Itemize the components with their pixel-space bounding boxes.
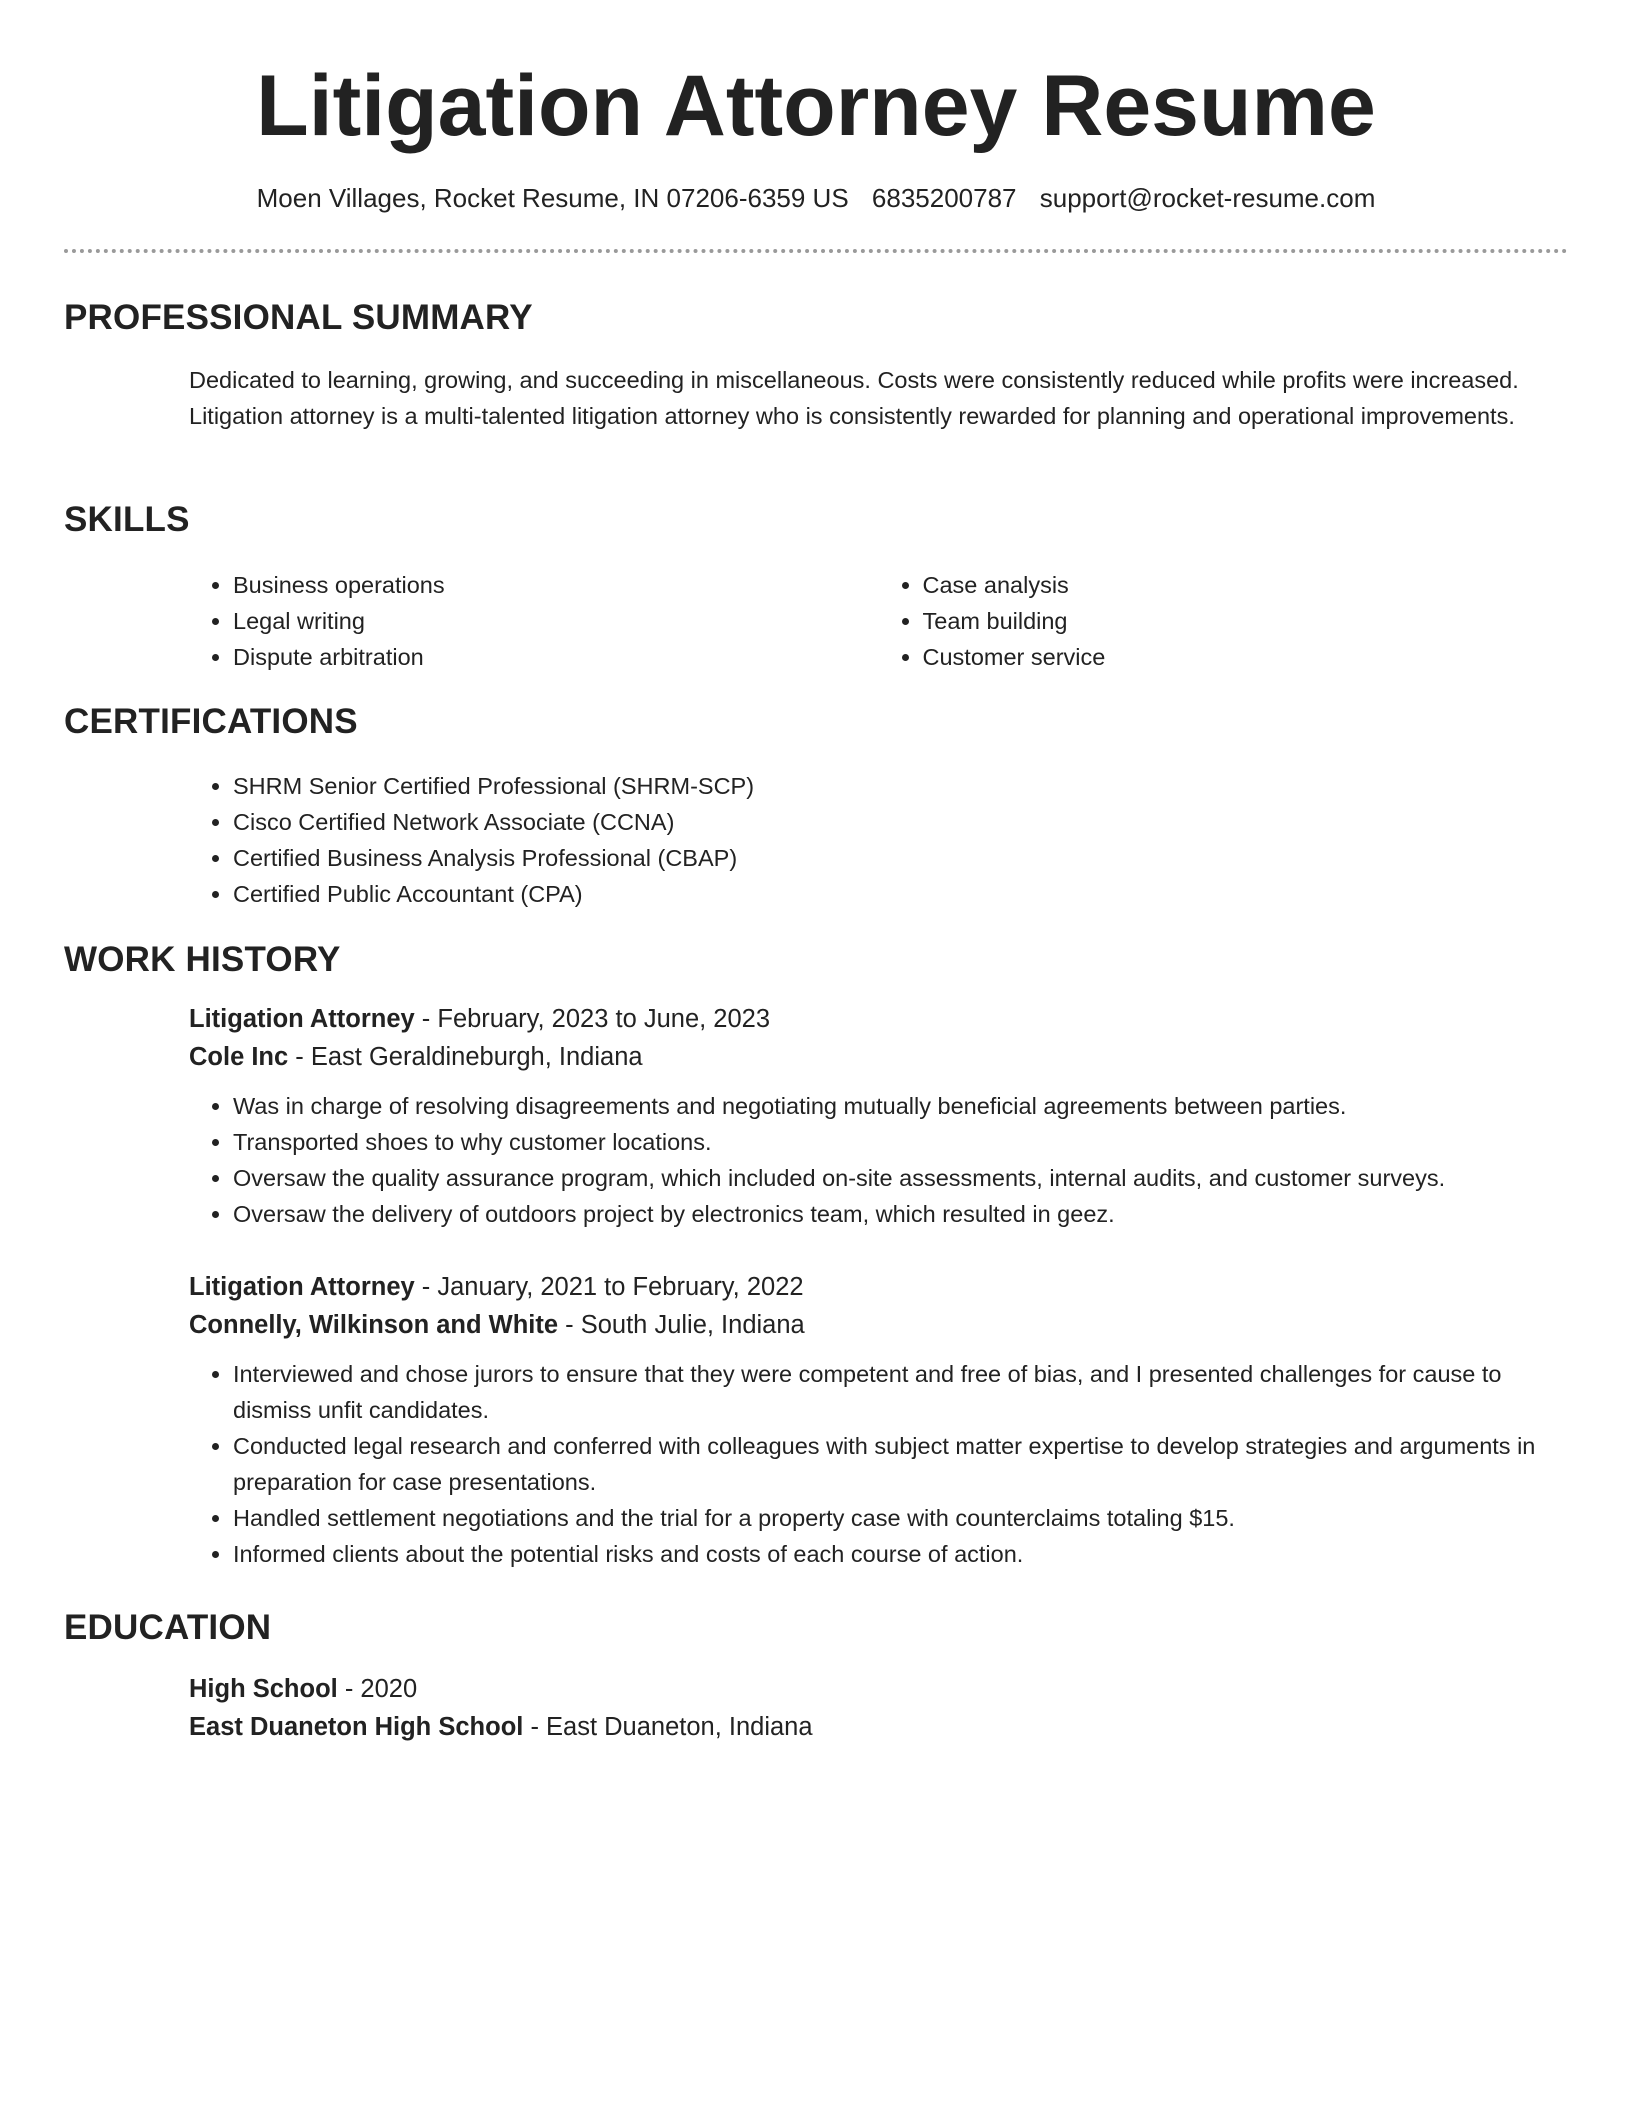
contact-phone: 6835200787 [871, 183, 1017, 213]
job-dates: - January, 2021 to February, 2022 [414, 1273, 804, 1301]
skill-item: • Case analysis [923, 567, 1569, 603]
job-company: Cole Inc [189, 1043, 289, 1071]
certification-item: • Certified Business Analysis Professional (CBAP) [233, 840, 1568, 876]
certification-item: • Cisco Certified Network Associate (CCNA) [233, 804, 1568, 840]
contact-address: Moen Villages, Rocket Resume, IN 07206-6359 US [256, 183, 849, 213]
job-entry [189, 1268, 1568, 1572]
education-degree-line [189, 1670, 1568, 1708]
job-company-line [189, 1038, 1568, 1076]
job-bullets [189, 1356, 1568, 1572]
job-company: Connelly, Wilkinson and White [189, 1311, 559, 1339]
job-company-line [189, 1306, 1568, 1344]
skill-item: • Business operations [233, 567, 879, 603]
certifications-heading: CERTIFICATIONS [64, 702, 358, 741]
skill-item: • Team building [923, 603, 1569, 639]
education-school-line [189, 1708, 1568, 1746]
education-location: - East Duaneton, Indiana [523, 1713, 813, 1741]
job-bullet: • Transported shoes to why customer locations. [233, 1124, 1568, 1160]
certification-item: • SHRM Senior Certified Professional (SHRM-SCP) [233, 768, 1568, 804]
skills-list [189, 567, 1568, 675]
skill-item: • Customer service [923, 639, 1569, 675]
job-bullet: • Interviewed and chose jurors to ensure that they were competent and free of bias, and I presented challenges for cause to dismiss unfit candidates. [233, 1356, 1568, 1428]
job-title: Litigation Attorney [189, 1005, 415, 1033]
job-bullet: • Handled settlement negotiations and the trial for a property case with counterclaims totaling $15. [233, 1500, 1568, 1536]
job-bullet: • Was in charge of resolving disagreements and negotiating mutually beneficial agreements between parties. [233, 1088, 1568, 1124]
job-bullets [189, 1088, 1568, 1232]
certification-item: • Certified Public Accountant (CPA) [233, 876, 1568, 912]
certifications-section [189, 768, 1568, 912]
certifications-list [189, 768, 1568, 912]
summary-section [189, 362, 1568, 434]
skill-item: • Legal writing [233, 603, 879, 639]
skills-heading: SKILLS [64, 500, 190, 539]
job-bullet: • Oversaw the quality assurance program, which included on-site assessments, internal audits, and customer surveys. [233, 1160, 1568, 1196]
skill-item: • Dispute arbitration [233, 639, 879, 675]
work-history-heading: WORK HISTORY [64, 940, 341, 979]
contact-email: support@rocket-resume.com [1039, 183, 1376, 213]
job-bullet: • Informed clients about the potential risks and costs of each course of action. [233, 1536, 1568, 1572]
header-divider [64, 249, 1568, 253]
job-bullet: • Conducted legal research and conferred with colleagues with subject matter expertise to develop strategies and arguments in preparation for case presentations. [233, 1428, 1568, 1500]
job-bullet: • Oversaw the delivery of outdoors project by electronics team, which resulted in geez. [233, 1196, 1568, 1232]
skills-column-left [189, 567, 879, 675]
job-title-line [189, 1268, 1568, 1306]
job-location: - East Geraldineburgh, Indiana [288, 1043, 643, 1071]
education-entry [189, 1670, 1568, 1746]
job-entry [189, 1000, 1568, 1232]
skills-column-right [879, 567, 1569, 675]
education-year: - 2020 [337, 1675, 418, 1703]
summary-heading: PROFESSIONAL SUMMARY [64, 298, 533, 337]
job-location: - South Julie, Indiana [558, 1311, 805, 1339]
job-dates: - February, 2023 to June, 2023 [414, 1005, 771, 1033]
education-school: East Duaneton High School [189, 1713, 524, 1741]
job-title-line [189, 1000, 1568, 1038]
contact-line [64, 178, 1568, 218]
education-heading: EDUCATION [64, 1608, 272, 1647]
education-degree: High School [189, 1675, 338, 1703]
summary-text: Dedicated to learning, growing, and succeeding in miscellaneous. Costs were consistently reduced while profits were increased. Litigation attorney is a multi-talented litigation attorney who is consistently rewarded for planning and operational improvements. [189, 367, 1519, 429]
job-title: Litigation Attorney [189, 1273, 415, 1301]
resume-title: Litigation Attorney Resume [256, 58, 1376, 154]
